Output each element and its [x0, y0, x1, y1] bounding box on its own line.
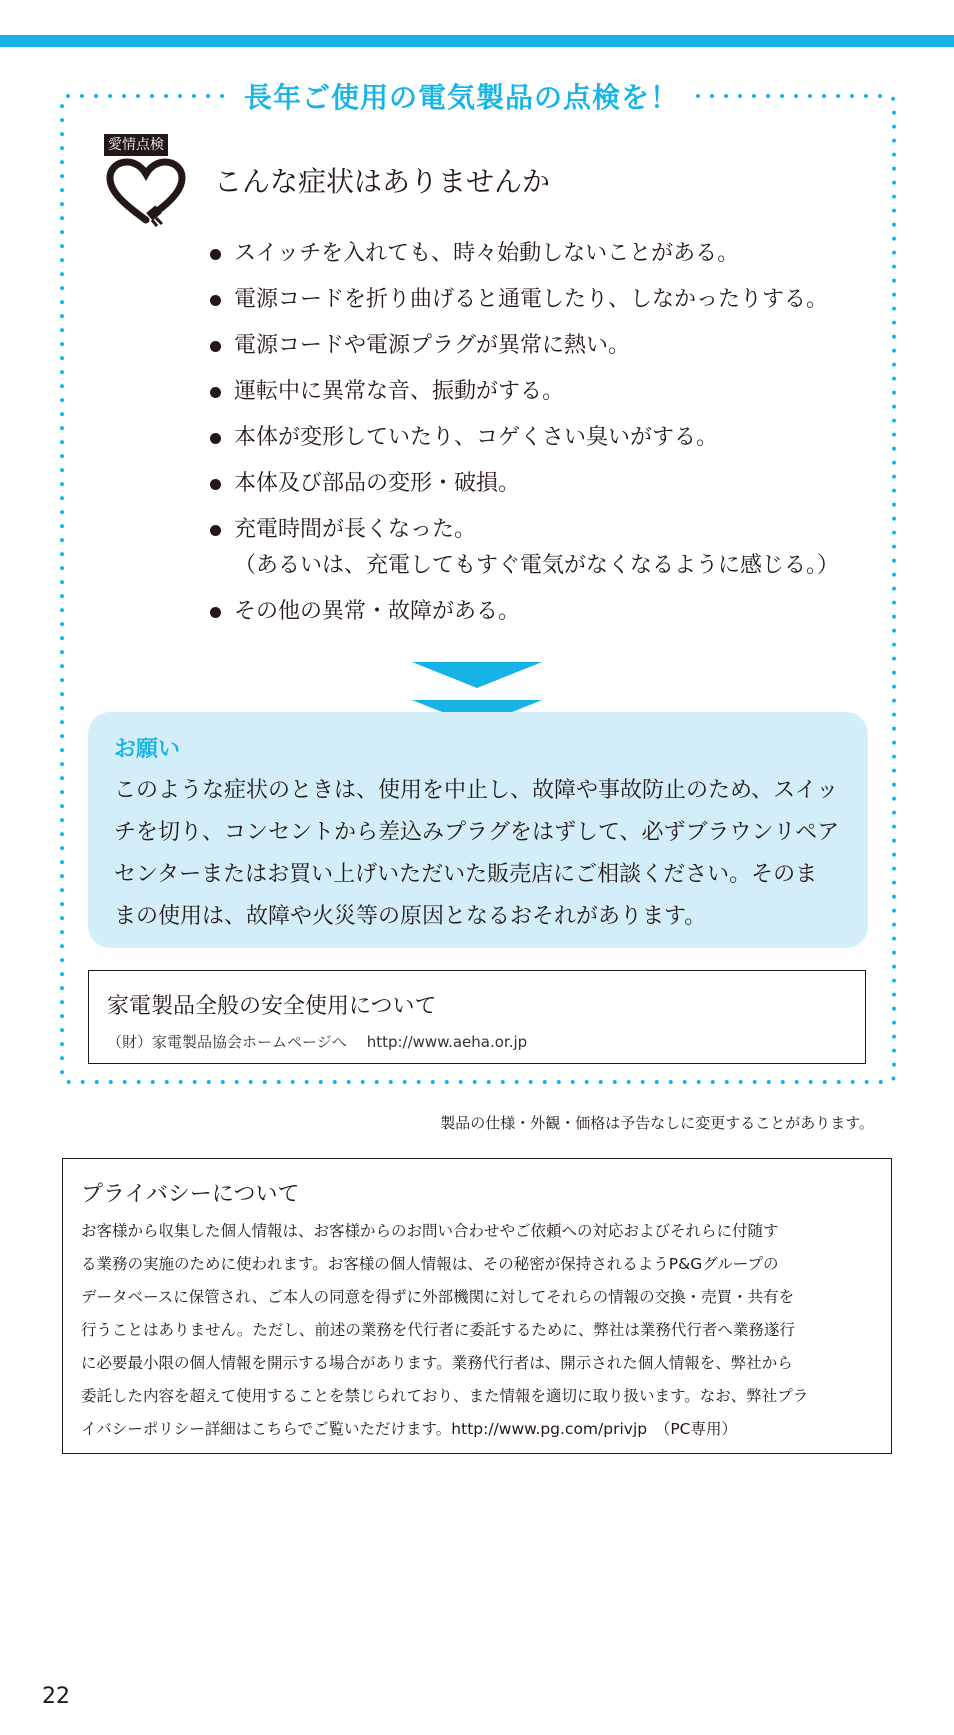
- request-line: まの使用は、故障や火災等の原因となるおそれがあります。: [114, 904, 707, 929]
- symptom-text: スイッチを入れても、時々始動しないことがある。: [234, 241, 740, 266]
- privacy-box: [62, 1158, 892, 1454]
- symptom-item: [210, 512, 870, 584]
- symptom-item: [210, 420, 870, 456]
- top-accent-bar: [0, 35, 954, 47]
- bullet-icon: [210, 433, 221, 444]
- privacy-title: プライバシーについて: [81, 1182, 300, 1207]
- privacy-line: 行うことはありません。ただし、前述の業務を代行者に委託するために、弊社は業務代行者へ業務遂行: [81, 1321, 795, 1339]
- safety-org: （財）家電製品協会ホームページへ: [107, 1033, 347, 1051]
- request-panel: [88, 712, 868, 948]
- symptom-item: [210, 328, 870, 364]
- inspection-mark: [104, 134, 188, 230]
- symptom-item: [210, 282, 870, 318]
- symptom-text: 本体が変形していたり、コゲくさい臭いがする。: [234, 425, 719, 450]
- privacy-line: 委託した内容を超えて使用することを禁じられており、また情報を適切に取り扱います。なお、弊社プラ: [81, 1387, 809, 1405]
- symptom-text: 運転中に異常な音、振動がする。: [234, 379, 565, 404]
- symptom-text: 電源コードを折り曲げると通電したり、しなかったりする。: [234, 287, 829, 312]
- privacy-line: に必要最小限の個人情報を開示する場合があります。業務代行者は、開示された個人情報を、弊社から: [81, 1354, 793, 1372]
- safety-info-box: [88, 970, 866, 1064]
- privacy-line: イバシーポリシー詳細はこちらでご覧いただけます。http://www.pg.com/privjp （PC専用）: [81, 1420, 738, 1438]
- symptom-text: その他の異常・故障がある。: [234, 599, 521, 624]
- symptom-item: [210, 236, 870, 272]
- safety-link-row: [107, 1031, 527, 1052]
- symptom-item: [210, 594, 870, 630]
- symptom-text: 本体及び部品の変形・破損。: [234, 471, 521, 496]
- privacy-line: る業務の実施のために使われます。お客様の個人情報は、その秘密が保持されるようP&Gグループの: [81, 1255, 779, 1273]
- page-title: 長年ご使用の電気製品の点検を！: [232, 76, 691, 116]
- privacy-line: お客様から収集した個人情報は、お客様からのお問い合わせやご依頼への対応およびそれらに付随す: [81, 1222, 779, 1240]
- safety-url-link[interactable]: http://www.aeha.or.jp: [366, 1033, 528, 1051]
- bullet-icon: [210, 341, 221, 352]
- bullet-icon: [210, 525, 221, 536]
- bullet-icon: [210, 249, 221, 260]
- request-line: チを切り、コンセントから差込みプラグをはずして、必ずブラウンリペア: [114, 820, 840, 845]
- safety-title: 家電製品全般の安全使用について: [107, 994, 437, 1019]
- symptom-item: [210, 466, 870, 502]
- privacy-line: データベースに保管され、ご本人の同意を得ずに外部機関に対してそれらの情報の交換・売買・共有を: [81, 1288, 795, 1306]
- symptom-text: （あるいは、充電してもすぐ電気がなくなるように感じる。）: [234, 553, 840, 578]
- privacy-text: [81, 1215, 881, 1446]
- heart-plug-icon: [104, 158, 188, 230]
- symptom-list: [210, 236, 870, 640]
- mark-label: 愛情点検: [104, 134, 168, 156]
- symptom-item: [210, 374, 870, 410]
- request-line: センターまたはお買い上げいただいた販売店にご相談ください。そのま: [114, 862, 818, 887]
- request-title: お願い: [114, 737, 181, 762]
- bullet-icon: [210, 479, 221, 490]
- symptom-text: 充電時間が長くなった。: [234, 517, 477, 542]
- symptom-text: 電源コードや電源プラグが異常に熱い。: [234, 333, 631, 358]
- bullet-icon: [210, 607, 221, 618]
- bullet-icon: [210, 295, 221, 306]
- bullet-icon: [210, 387, 221, 398]
- symptoms-heading: こんな症状はありませんか: [214, 165, 551, 198]
- request-text: [114, 770, 854, 938]
- request-line: このような症状のときは、使用を中止し、故障や事故防止のため、スイッ: [114, 778, 839, 803]
- spec-change-notice: 製品の仕様・外観・価格は予告なしに変更することがあります。: [440, 1114, 874, 1132]
- page-number: 22: [42, 1684, 70, 1709]
